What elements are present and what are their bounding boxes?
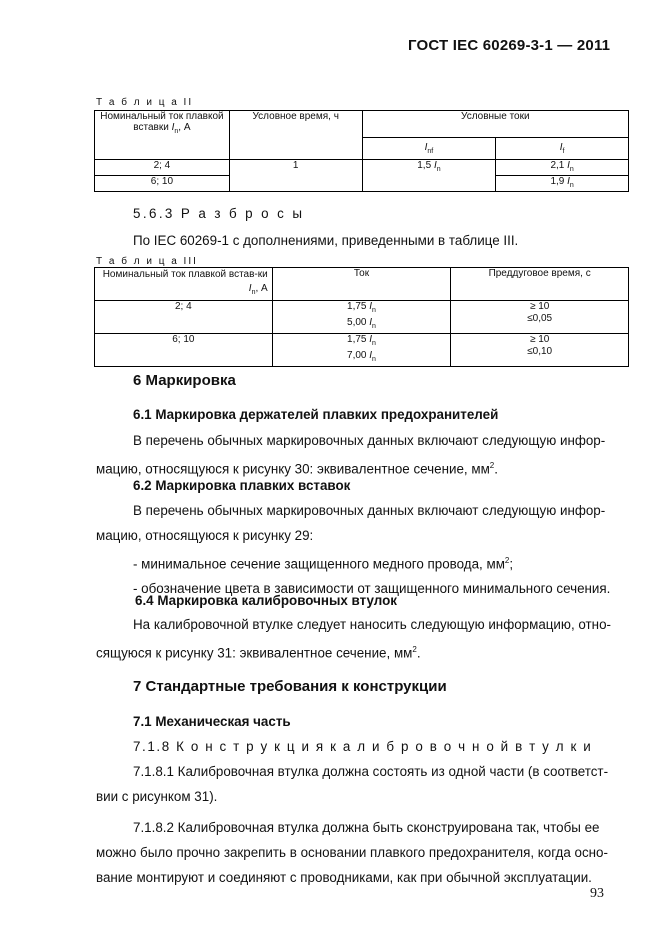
table-2 (94, 110, 629, 192)
section-5-6-3-text: По IEC 60269-1 с дополнениями, приведенными в таблице III. (133, 233, 519, 248)
section-6-1-heading: 6.1 Маркировка держателей плавких предохранителей (133, 407, 499, 422)
section-6-2-text: В перечень обычных маркировочных данных включают следующую инфор- мацию, относящуюся к рисунку 29: - минимальное сечение защищенного медного провода, $мм^2$; - обозначение цвета в зависимости от защищенного минимального сечения. (96, 503, 611, 597)
section-6-4-text: На калибровочной втулке следует наносить следующую информацию, отно- сящуюся к рисунку 31: эквивалентное сечение, $мм^2$. (96, 617, 611, 661)
table-2-row-1-inf: 1,5 $I_n$ (362, 160, 496, 192)
table-2-row-1-rated: 2; 4 (95, 160, 230, 176)
page-number: 93 (590, 886, 604, 901)
table-3-header-time: Преддуговое время, с (451, 268, 629, 301)
table-3-header-current: Ток (272, 268, 451, 301)
table-2-row-1-if: 2,1 $I_n$ (496, 160, 629, 176)
table-2-header-time: Условное время, ч (229, 111, 362, 160)
table-2-header-inf: $I_{nf}$ (362, 138, 496, 160)
table-2-caption: Т а б л и ц а II (96, 97, 194, 108)
table-2-header-if: $I_f$ (496, 138, 629, 160)
table-3-caption: Т а б л и ц а III (96, 256, 198, 267)
table-2-header-rated: Номинальный ток плавкой вставки $I_n$, А (95, 111, 230, 160)
table-3-row-2-current: 1,75 $I_n$ 7,00 $I_n$ (272, 334, 451, 367)
table-2-time-value: 1 (229, 160, 362, 192)
section-6-2-heading: 6.2 Маркировка плавких вставок (133, 478, 351, 493)
section-7-heading: 7 Стандартные требования к конструкции (133, 678, 447, 695)
section-7-1-8-heading: 7.1.8 К о н с т р у к ц и я к а л и б р о в о ч н о й в т у л к и (133, 739, 593, 754)
table-3-row-1-rated: 2; 4 (95, 301, 273, 334)
table-3-row-1-current: 1,75 $I_n$ 5,00 $I_n$ (272, 301, 451, 334)
table-2-row-2-rated: 6; 10 (95, 176, 230, 192)
table-3-header-rated: Номинальный ток плавкой встав-ки $I_n$, А (95, 268, 273, 301)
section-6-4-heading: 6.4 Маркировка калибровочных втулок (135, 593, 397, 608)
section-6-1-text: В перечень обычных маркировочных данных включают следующую инфор- мацию, относящуюся к рисунку 30: эквивалентное сечение, $мм^2$. (96, 433, 606, 477)
table-2-header-currents: Условные токи (362, 111, 628, 138)
section-7-1-heading: 7.1 Механическая часть (133, 714, 291, 729)
table-3-row-2-rated: 6; 10 (95, 334, 273, 367)
section-6-heading: 6 Маркировка (133, 372, 236, 389)
table-3 (94, 267, 629, 367)
section-7-1-8-text: 7.1.8.1 Калибровочная втулка должна состоять из одной части (в соответст- вии с рисунком 31). 7.1.8.2 Калибровочная втулка должна быть сконструирована так, чтобы ее можно было прочно закрепить в основании плавкого предохранителя, когда осно- вание монтируют и соединяют с проводниками, как при обычной эксплуатации. (96, 764, 609, 885)
table-3-row-1-time: ≥ 10 ≤0,05 (451, 301, 629, 334)
table-3-row-2-time: ≥ 10 ≤0,10 (451, 334, 629, 367)
section-5-6-3-title: 5.6.3 Р а з б р о с ы (133, 206, 305, 221)
document-header: ГОСТ IEC 60269-3-1 — 2011 (408, 37, 611, 54)
table-2-row-2-if: 1,9 $I_n$ (496, 176, 629, 192)
